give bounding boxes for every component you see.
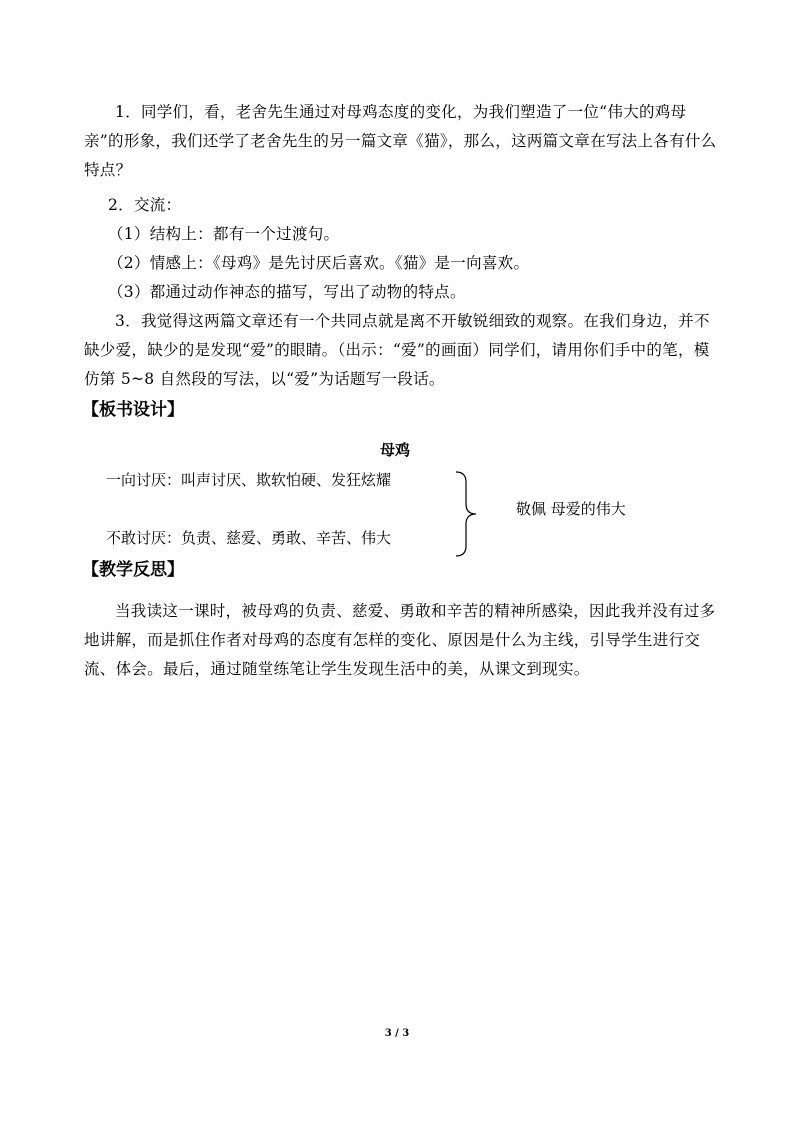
board-design-heading: 【板书设计】 (82, 400, 184, 420)
activity-paragraph-2: 2．交流： (108, 196, 182, 214)
activity-item-emotion: （2）情感上：《母鸡》是先讨厌后喜欢。《猫》是一向喜欢。 (108, 254, 530, 272)
reflection-paragraph: 当我读这一课时，被母鸡的负责、慈爱、勇敢和辛苦的精神所感染，因此我并没有过多地讲解，而是抓住作者对母鸡的态度有怎样的变化、原因是什么为主线，引导学生进行交流、体会。最后，通过随堂练笔让学生发现生活中的美，从课文到现实。 (84, 602, 716, 678)
board-row-dare-not-dislike: 不敢讨厌：负责、慈爱、勇敢、辛苦、伟大 (106, 529, 392, 547)
board-result: 敬佩 母爱的伟大 (516, 500, 626, 518)
page-number: 3 / 3 (384, 1028, 410, 1039)
right-brace-icon (452, 470, 492, 558)
activity-item-structure: （1）结构上：都有一个过渡句。 (108, 225, 340, 243)
activity-paragraph-3: 3．我觉得这两篇文章还有一个共同点就是离不开敏锐细致的观察。在我们身边，并不缺少爱，缺少的是发现“爱”的眼睛。（出示：“爱”的画面）同学们，请用你们手中的笔，模仿第 5~8 自然段的写法，以“爱”为话题写一段话。 (84, 312, 710, 388)
activity-item-description: （3）都通过动作神态的描写，写出了动物的特点。 (108, 283, 466, 301)
activity-paragraph-1: 1．同学们，看，老舍先生通过对母鸡态度的变化，为我们塑造了一位“伟大的鸡母亲”的形象，我们还学了老舍先生的另一篇文章《猫》，那么，这两篇文章在写法上各有什么特点？ (84, 103, 717, 179)
board-row-dislike: 一向讨厌：叫声讨厌、欺软怕硬、发狂炫耀 (106, 471, 392, 489)
reflection-heading: 【教学反思】 (82, 560, 184, 580)
board-title: 母鸡 (380, 441, 411, 459)
